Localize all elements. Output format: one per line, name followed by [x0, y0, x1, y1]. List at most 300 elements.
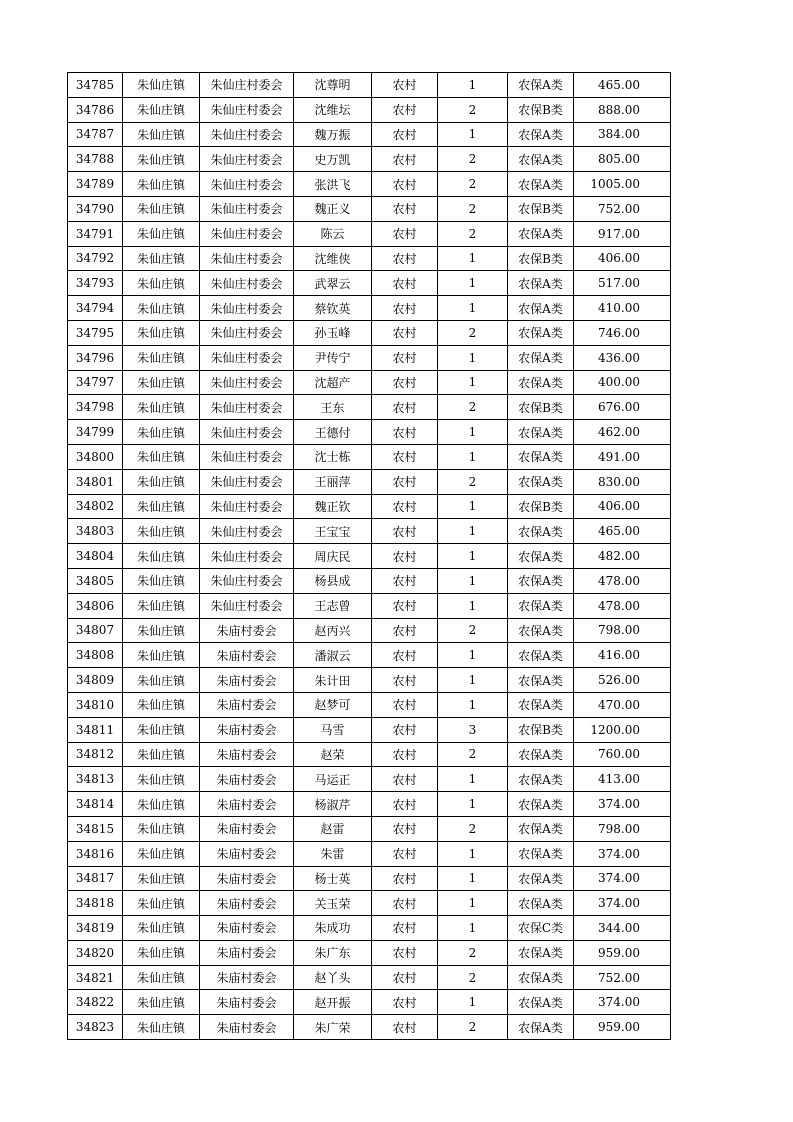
town-cell: 朱仙庄镇 — [123, 742, 200, 767]
household-type-cell: 农村 — [372, 643, 438, 668]
record-id-cell: 34796 — [68, 345, 123, 370]
table-row — [68, 717, 671, 742]
insurance-category-cell: 农保A类 — [508, 370, 574, 395]
person-count-cell: 1 — [438, 593, 508, 618]
amount-cell: 798.00 — [574, 816, 671, 841]
town-cell: 朱仙庄镇 — [123, 916, 200, 941]
insurance-category-cell: 农保A类 — [508, 73, 574, 98]
name-cell: 尹传宁 — [294, 345, 372, 370]
insurance-category-cell: 农保A类 — [508, 692, 574, 717]
table-row — [68, 221, 671, 246]
table-row — [68, 692, 671, 717]
record-id-cell: 34819 — [68, 916, 123, 941]
record-id-cell: 34794 — [68, 296, 123, 321]
insurance-category-cell: 农保A类 — [508, 296, 574, 321]
name-cell: 马雪 — [294, 717, 372, 742]
village-committee-cell: 朱仙庄村委会 — [200, 147, 294, 172]
town-cell: 朱仙庄镇 — [123, 320, 200, 345]
insurance-category-cell: 农保A类 — [508, 792, 574, 817]
village-committee-cell: 朱庙村委会 — [200, 717, 294, 742]
record-id-cell: 34797 — [68, 370, 123, 395]
record-id-cell: 34822 — [68, 990, 123, 1015]
record-id-cell: 34814 — [68, 792, 123, 817]
amount-cell: 374.00 — [574, 891, 671, 916]
person-count-cell: 1 — [438, 767, 508, 792]
person-count-cell: 2 — [438, 469, 508, 494]
table-row — [68, 568, 671, 593]
town-cell: 朱仙庄镇 — [123, 866, 200, 891]
person-count-cell: 1 — [438, 668, 508, 693]
person-count-cell: 2 — [438, 147, 508, 172]
person-count-cell: 1 — [438, 271, 508, 296]
person-count-cell: 2 — [438, 816, 508, 841]
household-type-cell: 农村 — [372, 73, 438, 98]
person-count-cell: 1 — [438, 444, 508, 469]
insurance-category-cell: 农保A类 — [508, 618, 574, 643]
insurance-category-cell: 农保A类 — [508, 990, 574, 1015]
person-count-cell: 1 — [438, 296, 508, 321]
table-row — [68, 296, 671, 321]
amount-cell: 410.00 — [574, 296, 671, 321]
record-id-cell: 34812 — [68, 742, 123, 767]
table-row — [68, 196, 671, 221]
record-id-cell: 34802 — [68, 494, 123, 519]
data-table — [67, 72, 671, 1040]
table-row — [68, 866, 671, 891]
town-cell: 朱仙庄镇 — [123, 271, 200, 296]
person-count-cell: 1 — [438, 568, 508, 593]
amount-cell: 482.00 — [574, 544, 671, 569]
table-row — [68, 444, 671, 469]
person-count-cell: 1 — [438, 519, 508, 544]
person-count-cell: 1 — [438, 990, 508, 1015]
person-count-cell: 1 — [438, 345, 508, 370]
insurance-category-cell: 农保A类 — [508, 271, 574, 296]
table-row — [68, 370, 671, 395]
name-cell: 王宝宝 — [294, 519, 372, 544]
household-type-cell: 农村 — [372, 742, 438, 767]
insurance-category-cell: 农保A类 — [508, 891, 574, 916]
person-count-cell: 1 — [438, 494, 508, 519]
amount-cell: 888.00 — [574, 97, 671, 122]
table-row — [68, 916, 671, 941]
village-committee-cell: 朱仙庄村委会 — [200, 370, 294, 395]
amount-cell: 746.00 — [574, 320, 671, 345]
insurance-category-cell: 农保B类 — [508, 246, 574, 271]
town-cell: 朱仙庄镇 — [123, 370, 200, 395]
table-row — [68, 792, 671, 817]
name-cell: 沈士栋 — [294, 444, 372, 469]
amount-cell: 752.00 — [574, 965, 671, 990]
name-cell: 沈超产 — [294, 370, 372, 395]
town-cell: 朱仙庄镇 — [123, 345, 200, 370]
household-type-cell: 农村 — [372, 370, 438, 395]
town-cell: 朱仙庄镇 — [123, 395, 200, 420]
name-cell: 沈尊明 — [294, 73, 372, 98]
household-type-cell: 农村 — [372, 147, 438, 172]
amount-cell: 470.00 — [574, 692, 671, 717]
village-committee-cell: 朱庙村委会 — [200, 816, 294, 841]
insurance-category-cell: 农保A类 — [508, 544, 574, 569]
village-committee-cell: 朱仙庄村委会 — [200, 544, 294, 569]
town-cell: 朱仙庄镇 — [123, 891, 200, 916]
person-count-cell: 1 — [438, 841, 508, 866]
amount-cell: 478.00 — [574, 568, 671, 593]
amount-cell: 798.00 — [574, 618, 671, 643]
insurance-category-cell: 农保A类 — [508, 320, 574, 345]
insurance-category-cell: 农保A类 — [508, 147, 574, 172]
person-count-cell: 1 — [438, 73, 508, 98]
table-row — [68, 345, 671, 370]
village-committee-cell: 朱仙庄村委会 — [200, 296, 294, 321]
person-count-cell: 1 — [438, 916, 508, 941]
village-committee-cell: 朱仙庄村委会 — [200, 221, 294, 246]
household-type-cell: 农村 — [372, 320, 438, 345]
household-type-cell: 农村 — [372, 221, 438, 246]
insurance-category-cell: 农保A类 — [508, 345, 574, 370]
record-id-cell: 34810 — [68, 692, 123, 717]
town-cell: 朱仙庄镇 — [123, 122, 200, 147]
town-cell: 朱仙庄镇 — [123, 668, 200, 693]
household-type-cell: 农村 — [372, 271, 438, 296]
person-count-cell: 1 — [438, 122, 508, 147]
household-type-cell: 农村 — [372, 668, 438, 693]
name-cell: 马运正 — [294, 767, 372, 792]
household-type-cell: 农村 — [372, 444, 438, 469]
household-type-cell: 农村 — [372, 891, 438, 916]
amount-cell: 1200.00 — [574, 717, 671, 742]
table-row — [68, 73, 671, 98]
name-cell: 关玉荣 — [294, 891, 372, 916]
name-cell: 魏正钦 — [294, 494, 372, 519]
town-cell: 朱仙庄镇 — [123, 420, 200, 445]
table-row — [68, 965, 671, 990]
household-type-cell: 农村 — [372, 965, 438, 990]
name-cell: 潘淑云 — [294, 643, 372, 668]
name-cell: 赵丙兴 — [294, 618, 372, 643]
insurance-category-cell: 农保A类 — [508, 668, 574, 693]
household-type-cell: 农村 — [372, 1015, 438, 1040]
person-count-cell: 1 — [438, 891, 508, 916]
name-cell: 陈云 — [294, 221, 372, 246]
amount-cell: 413.00 — [574, 767, 671, 792]
village-committee-cell: 朱庙村委会 — [200, 841, 294, 866]
village-committee-cell: 朱仙庄村委会 — [200, 73, 294, 98]
record-id-cell: 34786 — [68, 97, 123, 122]
amount-cell: 374.00 — [574, 990, 671, 1015]
person-count-cell: 1 — [438, 246, 508, 271]
amount-cell: 478.00 — [574, 593, 671, 618]
record-id-cell: 34798 — [68, 395, 123, 420]
table-row — [68, 593, 671, 618]
person-count-cell: 1 — [438, 692, 508, 717]
household-type-cell: 农村 — [372, 717, 438, 742]
household-type-cell: 农村 — [372, 544, 438, 569]
village-committee-cell: 朱庙村委会 — [200, 618, 294, 643]
insurance-category-cell: 农保B类 — [508, 395, 574, 420]
person-count-cell: 2 — [438, 965, 508, 990]
record-id-cell: 34815 — [68, 816, 123, 841]
person-count-cell: 1 — [438, 370, 508, 395]
household-type-cell: 农村 — [372, 816, 438, 841]
household-type-cell: 农村 — [372, 692, 438, 717]
table-row — [68, 990, 671, 1015]
household-type-cell: 农村 — [372, 196, 438, 221]
amount-cell: 830.00 — [574, 469, 671, 494]
town-cell: 朱仙庄镇 — [123, 1015, 200, 1040]
amount-cell: 959.00 — [574, 1015, 671, 1040]
name-cell: 赵开振 — [294, 990, 372, 1015]
record-id-cell: 34804 — [68, 544, 123, 569]
name-cell: 朱雷 — [294, 841, 372, 866]
insurance-category-cell: 农保A类 — [508, 940, 574, 965]
person-count-cell: 2 — [438, 1015, 508, 1040]
person-count-cell: 2 — [438, 618, 508, 643]
town-cell: 朱仙庄镇 — [123, 147, 200, 172]
insurance-category-cell: 农保A类 — [508, 172, 574, 197]
record-id-cell: 34820 — [68, 940, 123, 965]
town-cell: 朱仙庄镇 — [123, 544, 200, 569]
town-cell: 朱仙庄镇 — [123, 494, 200, 519]
table-row — [68, 940, 671, 965]
person-count-cell: 1 — [438, 544, 508, 569]
table-row — [68, 97, 671, 122]
record-id-cell: 34789 — [68, 172, 123, 197]
town-cell: 朱仙庄镇 — [123, 767, 200, 792]
amount-cell: 462.00 — [574, 420, 671, 445]
table-row — [68, 816, 671, 841]
table-row — [68, 172, 671, 197]
town-cell: 朱仙庄镇 — [123, 196, 200, 221]
village-committee-cell: 朱仙庄村委会 — [200, 172, 294, 197]
name-cell: 王丽萍 — [294, 469, 372, 494]
village-committee-cell: 朱仙庄村委会 — [200, 271, 294, 296]
village-committee-cell: 朱庙村委会 — [200, 1015, 294, 1040]
village-committee-cell: 朱仙庄村委会 — [200, 469, 294, 494]
name-cell: 杨县成 — [294, 568, 372, 593]
village-committee-cell: 朱仙庄村委会 — [200, 320, 294, 345]
table-row — [68, 618, 671, 643]
village-committee-cell: 朱庙村委会 — [200, 866, 294, 891]
amount-cell: 406.00 — [574, 246, 671, 271]
insurance-category-cell: 农保A类 — [508, 965, 574, 990]
insurance-category-cell: 农保A类 — [508, 221, 574, 246]
table-row — [68, 320, 671, 345]
name-cell: 王志曾 — [294, 593, 372, 618]
village-committee-cell: 朱仙庄村委会 — [200, 420, 294, 445]
table-row — [68, 841, 671, 866]
village-committee-cell: 朱庙村委会 — [200, 990, 294, 1015]
record-id-cell: 34805 — [68, 568, 123, 593]
household-type-cell: 农村 — [372, 97, 438, 122]
amount-cell: 917.00 — [574, 221, 671, 246]
person-count-cell: 2 — [438, 940, 508, 965]
amount-cell: 465.00 — [574, 519, 671, 544]
insurance-category-cell: 农保B类 — [508, 494, 574, 519]
record-id-cell: 34811 — [68, 717, 123, 742]
insurance-category-cell: 农保B类 — [508, 717, 574, 742]
town-cell: 朱仙庄镇 — [123, 990, 200, 1015]
amount-cell: 805.00 — [574, 147, 671, 172]
person-count-cell: 2 — [438, 196, 508, 221]
name-cell: 赵梦可 — [294, 692, 372, 717]
name-cell: 王东 — [294, 395, 372, 420]
insurance-category-cell: 农保A类 — [508, 122, 574, 147]
record-id-cell: 34813 — [68, 767, 123, 792]
name-cell: 赵荣 — [294, 742, 372, 767]
household-type-cell: 农村 — [372, 519, 438, 544]
town-cell: 朱仙庄镇 — [123, 792, 200, 817]
person-count-cell: 2 — [438, 320, 508, 345]
town-cell: 朱仙庄镇 — [123, 444, 200, 469]
person-count-cell: 2 — [438, 742, 508, 767]
household-type-cell: 农村 — [372, 122, 438, 147]
name-cell: 朱计田 — [294, 668, 372, 693]
amount-cell: 406.00 — [574, 494, 671, 519]
amount-cell: 400.00 — [574, 370, 671, 395]
table-row — [68, 643, 671, 668]
amount-cell: 436.00 — [574, 345, 671, 370]
record-id-cell: 34799 — [68, 420, 123, 445]
town-cell: 朱仙庄镇 — [123, 246, 200, 271]
table-row — [68, 742, 671, 767]
table-row — [68, 1015, 671, 1040]
person-count-cell: 1 — [438, 643, 508, 668]
amount-cell: 374.00 — [574, 841, 671, 866]
record-id-cell: 34809 — [68, 668, 123, 693]
record-id-cell: 34823 — [68, 1015, 123, 1040]
record-id-cell: 34801 — [68, 469, 123, 494]
name-cell: 沈维侠 — [294, 246, 372, 271]
name-cell: 魏正义 — [294, 196, 372, 221]
town-cell: 朱仙庄镇 — [123, 97, 200, 122]
town-cell: 朱仙庄镇 — [123, 618, 200, 643]
table-row — [68, 519, 671, 544]
household-type-cell: 农村 — [372, 494, 438, 519]
village-committee-cell: 朱仙庄村委会 — [200, 395, 294, 420]
village-committee-cell: 朱庙村委会 — [200, 891, 294, 916]
table-row — [68, 668, 671, 693]
insurance-category-cell: 农保A类 — [508, 816, 574, 841]
table-row — [68, 767, 671, 792]
record-id-cell: 34821 — [68, 965, 123, 990]
household-type-cell: 农村 — [372, 469, 438, 494]
record-id-cell: 34793 — [68, 271, 123, 296]
amount-cell: 384.00 — [574, 122, 671, 147]
village-committee-cell: 朱仙庄村委会 — [200, 122, 294, 147]
insurance-category-cell: 农保A类 — [508, 742, 574, 767]
household-type-cell: 农村 — [372, 916, 438, 941]
village-committee-cell: 朱庙村委会 — [200, 767, 294, 792]
name-cell: 王德付 — [294, 420, 372, 445]
name-cell: 朱成功 — [294, 916, 372, 941]
name-cell: 史万凯 — [294, 147, 372, 172]
insurance-category-cell: 农保A类 — [508, 767, 574, 792]
village-committee-cell: 朱庙村委会 — [200, 692, 294, 717]
insurance-category-cell: 农保A类 — [508, 469, 574, 494]
town-cell: 朱仙庄镇 — [123, 469, 200, 494]
record-id-cell: 34817 — [68, 866, 123, 891]
village-committee-cell: 朱庙村委会 — [200, 643, 294, 668]
household-type-cell: 农村 — [372, 345, 438, 370]
record-id-cell: 34795 — [68, 320, 123, 345]
table-row — [68, 891, 671, 916]
person-count-cell: 1 — [438, 792, 508, 817]
household-type-cell: 农村 — [372, 568, 438, 593]
name-cell: 朱广荣 — [294, 1015, 372, 1040]
record-id-cell: 34808 — [68, 643, 123, 668]
village-committee-cell: 朱庙村委会 — [200, 916, 294, 941]
record-id-cell: 34785 — [68, 73, 123, 98]
person-count-cell: 2 — [438, 221, 508, 246]
town-cell: 朱仙庄镇 — [123, 965, 200, 990]
village-committee-cell: 朱仙庄村委会 — [200, 593, 294, 618]
name-cell: 魏万振 — [294, 122, 372, 147]
household-type-cell: 农村 — [372, 296, 438, 321]
household-type-cell: 农村 — [372, 593, 438, 618]
insurance-category-cell: 农保A类 — [508, 1015, 574, 1040]
insurance-category-cell: 农保B类 — [508, 196, 574, 221]
insurance-category-cell: 农保B类 — [508, 97, 574, 122]
amount-cell: 526.00 — [574, 668, 671, 693]
record-id-cell: 34788 — [68, 147, 123, 172]
record-id-cell: 34816 — [68, 841, 123, 866]
amount-cell: 344.00 — [574, 916, 671, 941]
name-cell: 武翠云 — [294, 271, 372, 296]
name-cell: 朱广东 — [294, 940, 372, 965]
table-row — [68, 420, 671, 445]
insurance-category-cell: 农保A类 — [508, 866, 574, 891]
village-committee-cell: 朱仙庄村委会 — [200, 97, 294, 122]
record-id-cell: 34800 — [68, 444, 123, 469]
record-id-cell: 34818 — [68, 891, 123, 916]
insurance-category-cell: 农保A类 — [508, 519, 574, 544]
insurance-category-cell: 农保A类 — [508, 568, 574, 593]
town-cell: 朱仙庄镇 — [123, 841, 200, 866]
town-cell: 朱仙庄镇 — [123, 296, 200, 321]
village-committee-cell: 朱仙庄村委会 — [200, 345, 294, 370]
amount-cell: 465.00 — [574, 73, 671, 98]
household-type-cell: 农村 — [372, 940, 438, 965]
record-id-cell: 34792 — [68, 246, 123, 271]
record-id-cell: 34807 — [68, 618, 123, 643]
town-cell: 朱仙庄镇 — [123, 519, 200, 544]
town-cell: 朱仙庄镇 — [123, 73, 200, 98]
amount-cell: 676.00 — [574, 395, 671, 420]
table-row — [68, 494, 671, 519]
amount-cell: 1005.00 — [574, 172, 671, 197]
insurance-category-cell: 农保A类 — [508, 593, 574, 618]
household-type-cell: 农村 — [372, 990, 438, 1015]
village-committee-cell: 朱庙村委会 — [200, 940, 294, 965]
record-id-cell: 34791 — [68, 221, 123, 246]
name-cell: 杨淑芹 — [294, 792, 372, 817]
person-count-cell: 2 — [438, 172, 508, 197]
person-count-cell: 2 — [438, 395, 508, 420]
table-row — [68, 246, 671, 271]
name-cell: 赵雷 — [294, 816, 372, 841]
household-type-cell: 农村 — [372, 395, 438, 420]
village-committee-cell: 朱庙村委会 — [200, 668, 294, 693]
town-cell: 朱仙庄镇 — [123, 172, 200, 197]
table-row — [68, 544, 671, 569]
insurance-category-cell: 农保A类 — [508, 444, 574, 469]
record-id-cell: 34787 — [68, 122, 123, 147]
town-cell: 朱仙庄镇 — [123, 568, 200, 593]
amount-cell: 416.00 — [574, 643, 671, 668]
village-committee-cell: 朱仙庄村委会 — [200, 519, 294, 544]
household-type-cell: 农村 — [372, 420, 438, 445]
